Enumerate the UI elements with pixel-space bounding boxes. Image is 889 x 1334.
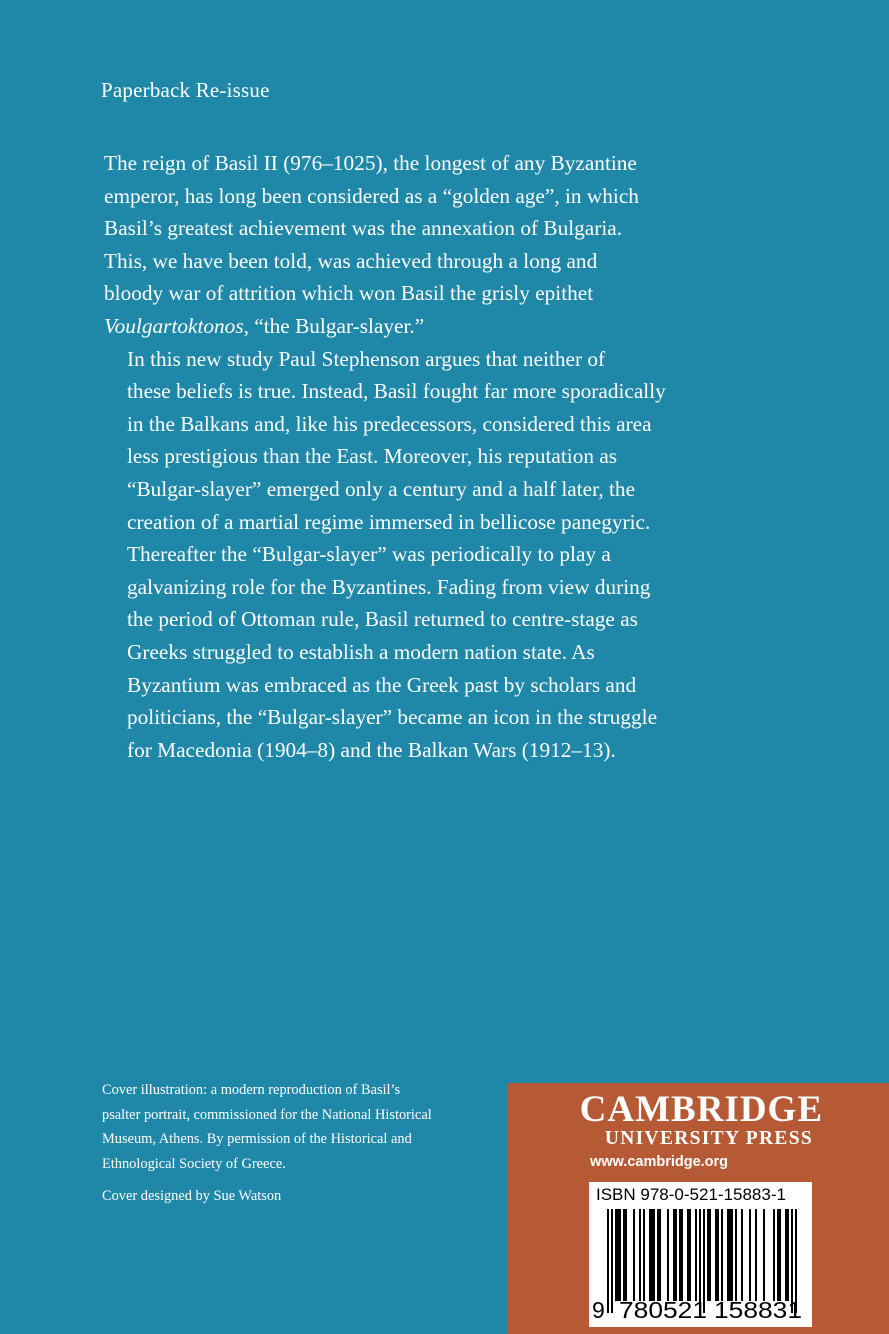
blurb-line: less prestigious than the East. Moreover, his reputation as xyxy=(127,444,618,469)
illustration-credit xyxy=(102,1078,502,1176)
barcode-bar xyxy=(651,1209,653,1301)
barcode-bar xyxy=(681,1209,683,1301)
barcode-bar xyxy=(619,1209,621,1301)
blurb-paragraph-2 xyxy=(104,343,679,767)
barcode-digit-first: 9 xyxy=(592,1297,605,1323)
barcode-bar xyxy=(715,1209,717,1301)
blurb-line: The reign of Basil II (976–1025), the longest of any Byzantine xyxy=(104,151,637,175)
edition-label: Paperback Re-issue xyxy=(101,78,270,102)
publisher-logo-name: CAMBRIDGE xyxy=(579,1089,823,1130)
blurb-line: these beliefs is true. Instead, Basil fought far more sporadically xyxy=(127,379,666,404)
barcode-bar xyxy=(607,1209,609,1313)
barcode-bar xyxy=(779,1209,781,1301)
barcode-bar xyxy=(717,1209,719,1301)
credit-line: psalter portrait, commissioned for the National Historical xyxy=(102,1106,432,1123)
barcode-bar xyxy=(611,1209,613,1313)
barcode-bar xyxy=(633,1209,635,1301)
barcode-bar xyxy=(755,1209,757,1301)
blurb-line: In this new study Paul Stephenson argues that neither of xyxy=(127,346,606,371)
blurb-line: the period of Ottoman rule, Basil returned to centre-stage as xyxy=(127,607,638,632)
barcode-bar xyxy=(741,1209,743,1301)
barcode-bar xyxy=(625,1209,627,1301)
barcode-digits-left: 780521 xyxy=(619,1297,707,1323)
barcode-bar xyxy=(709,1209,711,1301)
blurb-line: for Macedonia (1904–8) and the Balkan Wars (1912–13). xyxy=(127,737,616,762)
credit-line: Cover illustration: a modern reproduction of Basil’s xyxy=(102,1082,401,1098)
designer-credit: Cover designed by Sue Watson xyxy=(102,1188,282,1204)
barcode-bar xyxy=(785,1209,787,1301)
blurb-line: emperor, has long been considered as a “golden age”, in which xyxy=(104,183,639,208)
barcode-bar xyxy=(763,1209,765,1301)
barcode-bar xyxy=(615,1209,617,1301)
credit-line: Ethnological Society of Greece. xyxy=(102,1155,286,1172)
barcode-digits-right: 158831 xyxy=(714,1297,802,1323)
epithet-italic: Voulgartoktonos xyxy=(104,313,244,338)
barcode-bar xyxy=(735,1209,737,1301)
isbn-number: ISBN 978-0-521-15883-1 xyxy=(596,1185,786,1204)
barcode-bar xyxy=(679,1209,681,1301)
blurb-line: This, we have been told, was achieved through a long and xyxy=(104,248,598,273)
barcode-bar xyxy=(727,1209,729,1301)
barcode-bar xyxy=(673,1209,675,1301)
blurb-paragraph-1 xyxy=(104,147,679,343)
barcode-bar xyxy=(639,1209,641,1301)
blurb-line: “Bulgar-slayer” emerged only a century and a half later, the xyxy=(127,476,636,501)
blurb-line: galvanizing role for the Byzantines. Fading from view during xyxy=(127,574,651,599)
barcode-bar xyxy=(643,1209,645,1301)
barcode-bar xyxy=(721,1209,723,1301)
barcode-bar xyxy=(731,1209,733,1301)
barcode-bar xyxy=(787,1209,789,1301)
barcode-bar xyxy=(623,1209,625,1301)
blurb-line: in the Balkans and, like his predecessors, considered this area xyxy=(127,411,652,436)
blurb-line: Greeks struggled to establish a modern nation state. As xyxy=(127,639,595,664)
barcode-bar xyxy=(659,1209,661,1301)
barcode-bar xyxy=(667,1209,669,1301)
barcode-bar xyxy=(675,1209,677,1301)
publisher-panel xyxy=(507,1083,889,1334)
barcode-bar xyxy=(695,1209,697,1301)
credit-line: Museum, Athens. By permission of the Historical and xyxy=(102,1131,412,1147)
blurb-line: bloody war of attrition which won Basil the grisly epithet xyxy=(104,281,594,306)
barcode-box xyxy=(589,1182,812,1327)
barcode-bar xyxy=(707,1209,709,1301)
epithet-translation: , “the Bulgar-slayer.” xyxy=(243,313,425,338)
blurb-text xyxy=(104,147,679,766)
barcode-bar xyxy=(689,1209,691,1301)
barcode-bar xyxy=(653,1209,655,1301)
cover-credits xyxy=(102,1078,502,1209)
barcode-bar xyxy=(687,1209,689,1301)
barcode-bar xyxy=(773,1209,775,1301)
publisher-url[interactable]: www.cambridge.org xyxy=(590,1154,729,1170)
blurb-line: creation of a martial regime immersed in bellicose panegyric. xyxy=(127,509,651,534)
barcode-bar xyxy=(749,1209,751,1301)
barcode-bar xyxy=(617,1209,619,1301)
publisher-logo-subname: UNIVERSITY PRESS xyxy=(604,1128,813,1149)
blurb-line: Thereafter the “Bulgar-slayer” was periodically to play a xyxy=(127,542,611,567)
blurb-line: Byzantium was embraced as the Greek past by scholars and xyxy=(127,672,637,697)
barcode-bar xyxy=(729,1209,731,1301)
barcode-bar xyxy=(649,1209,651,1301)
barcode-bar xyxy=(657,1209,659,1301)
blurb-line: politicians, the “Bulgar-slayer” became an icon in the struggle xyxy=(127,705,658,730)
barcode-bar xyxy=(777,1209,779,1301)
blurb-line: Basil’s greatest achievement was the annexation of Bulgaria. xyxy=(104,216,623,241)
blurb-line xyxy=(104,310,679,343)
